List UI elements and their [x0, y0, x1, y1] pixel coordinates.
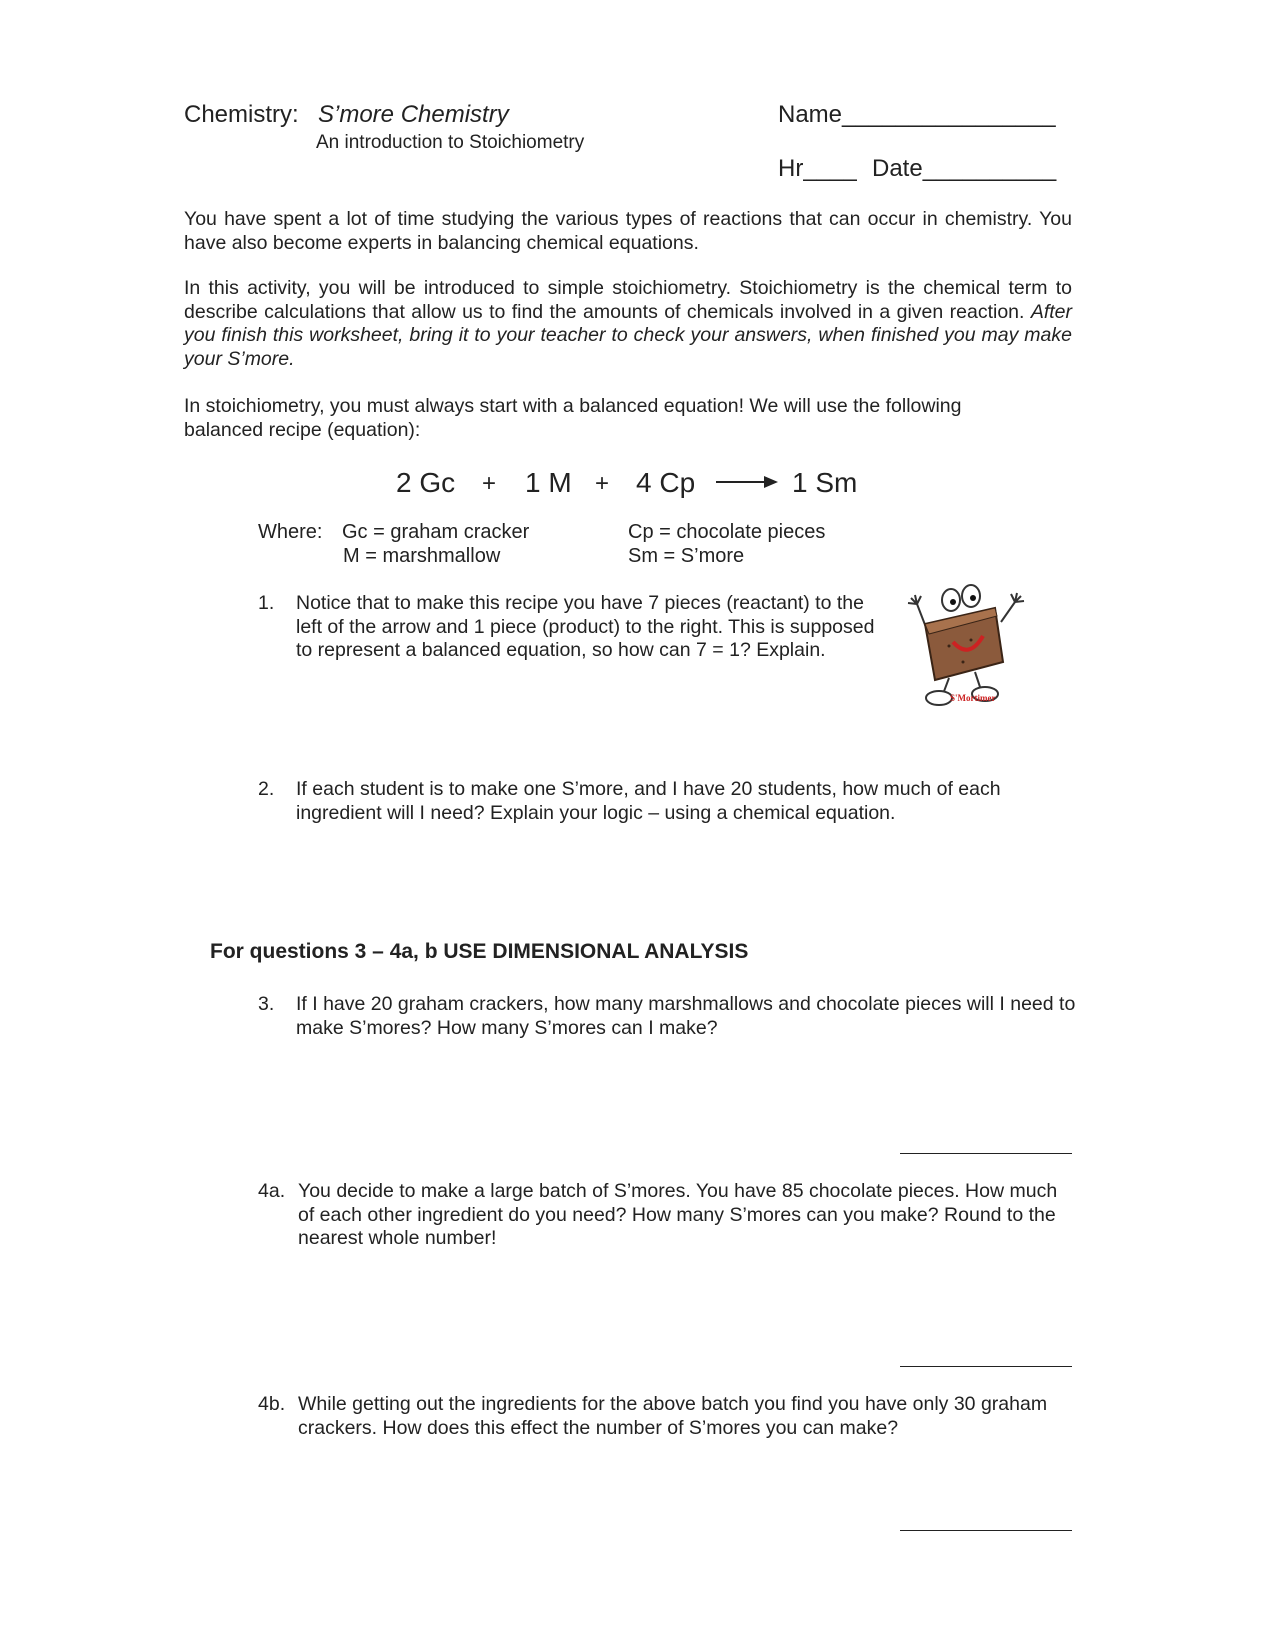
intro-paragraph-1: You have spent a lot of time studying the various types of reactions that can occur in chemistry. You have also become experts in balancing chemical equations. [184, 208, 1072, 254]
question-2-number: 2. [258, 778, 275, 800]
question-4a-text: You decide to make a large batch of S’mores. You have 85 chocolate pieces. How much of each other ingredient do you need? How many S’mores can you make? Round to the nearest whole number! [298, 1180, 1058, 1249]
equation-term-cp: 4 Cp [636, 467, 696, 498]
equation-plus-1: + [482, 470, 497, 497]
intro-paragraph-2-text: In this activity, you will be introduced to simple stoichiometry. Stoichiometry is the chemical term to describe calculations that allow us to find the amounts of chemicals involved in a given reaction. [184, 277, 1072, 323]
intro-paragraph-2-instructions: After you finish this worksheet, bring it to your teacher to check your answers, when finished you may make your S’more. [184, 300, 1073, 370]
question-1-text: Notice that to make this recipe you have 7 pieces (reactant) to the left of the arrow and 1 piece (product) to the right. This is supposed to represent a balanced equation, so how can 7 = 1? Explain. [296, 592, 875, 661]
equation-plus-2: + [595, 470, 610, 497]
question-3-text: If I have 20 graham crackers, how many marshmallows and chocolate pieces will I need to make S’mores? How many S’mores can I make? [296, 993, 1076, 1039]
name-field[interactable]: Name________________ [778, 101, 1056, 128]
question-4b-number: 4b. [258, 1393, 286, 1415]
equation-product-sm: 1 Sm [792, 467, 858, 498]
question-4b-text: While getting out the ingredients for the above batch you find you have only 30 graham crackers. How does this effect the number of S’mores you can make? [298, 1393, 1048, 1439]
hr-field[interactable]: Hr____ [778, 155, 857, 182]
course-label: Chemistry: [184, 101, 299, 128]
question-4b-answer-line[interactable] [900, 1530, 1072, 1531]
intro-paragraph-2 [184, 277, 1072, 371]
question-1-number: 1. [258, 592, 275, 614]
section-heading: For questions 3 – 4a, b USE DIMENSIONAL ANALYSIS [210, 940, 749, 963]
question-4a-answer-line[interactable] [900, 1366, 1072, 1367]
legend-cp: Cp = chocolate pieces [628, 521, 826, 543]
question-3-number: 3. [258, 993, 275, 1015]
legend-where: Where: [258, 521, 323, 543]
intro-paragraph-3: In stoichiometry, you must always start with a balanced equation! We will use the following balanced recipe (equation): [184, 395, 962, 441]
equation-term-m: 1 M [525, 467, 572, 498]
question-4a-number: 4a. [258, 1180, 286, 1202]
legend-gc: Gc = graham cracker [342, 521, 530, 543]
question-2-text: If each student is to make one S’more, and I have 20 students, how much of each ingredient will I need? Explain your logic – using a chemical equation. [296, 778, 1001, 824]
date-field[interactable]: Date__________ [872, 155, 1057, 182]
equation-term-gc: 2 Gc [396, 467, 456, 498]
worksheet-subtitle: An introduction to Stoichiometry [316, 132, 585, 153]
legend-sm: Sm = S’more [628, 545, 745, 567]
worksheet-title: S’more Chemistry [318, 101, 509, 128]
legend-m: M = marshmallow [343, 545, 501, 567]
reaction-arrow-icon [716, 474, 778, 490]
question-3-answer-line[interactable] [900, 1153, 1072, 1154]
mascot-caption: S'Mortimer [950, 693, 996, 703]
